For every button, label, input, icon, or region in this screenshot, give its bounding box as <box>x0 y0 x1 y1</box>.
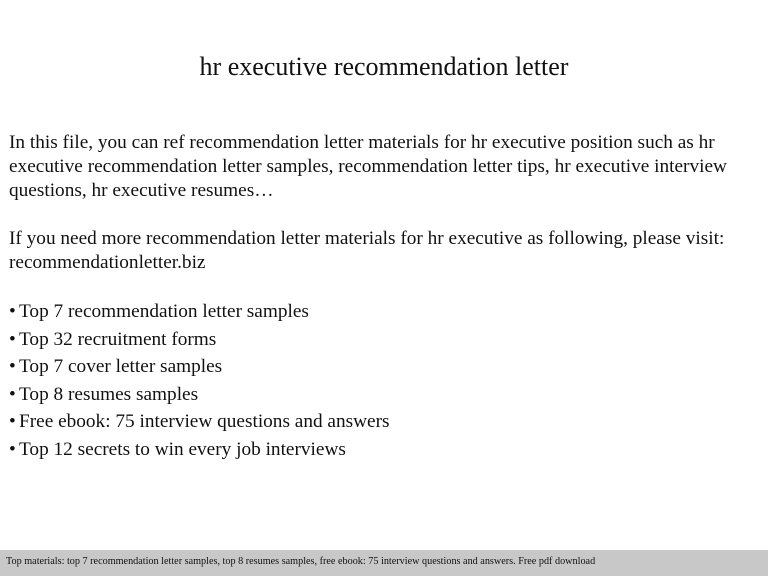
list-item-label: Top 8 resumes samples <box>19 383 199 405</box>
bullet-icon: • <box>9 301 16 322</box>
list-item <box>9 326 761 354</box>
intro-paragraph: In this file, you can ref recommendation letter materials for hr executive position such as hr executive recommendation letter samples, recommendation letter tips, hr executive interview questions, hr executive resumes… <box>9 132 727 201</box>
list-item <box>9 408 761 436</box>
list-item-label: Top 7 cover letter samples <box>19 356 223 378</box>
footer-bar <box>0 550 768 576</box>
bullet-icon: • <box>9 383 16 405</box>
list-item-label: Top 32 recruitment forms <box>19 328 217 350</box>
list-item-label: Top 12 secrets to win every job interviews <box>19 438 346 460</box>
more-materials-paragraph: If you need more recommendation letter materials for hr executive as following, please visit: recommendationletter.biz <box>9 228 725 273</box>
materials-list <box>9 298 761 464</box>
bullet-icon: • <box>9 356 16 378</box>
bullet-icon: • <box>9 438 16 460</box>
bullet-icon: • <box>9 411 16 433</box>
footer-text: Top materials: top 7 recommendation letter samples, top 8 resumes samples, free ebook: 75 interview questions and answers. Free pdf download <box>6 556 596 567</box>
page-title: hr executive recommendation letter <box>199 52 569 81</box>
list-item <box>9 436 761 464</box>
list-item <box>9 353 761 381</box>
bullet-icon: • <box>9 328 16 350</box>
list-item-label: Free ebook: 75 interview questions and answers <box>19 411 390 433</box>
list-item <box>9 381 761 409</box>
list-item <box>9 298 761 326</box>
list-item-label: Top 7 recommendation letter samples <box>19 301 309 322</box>
